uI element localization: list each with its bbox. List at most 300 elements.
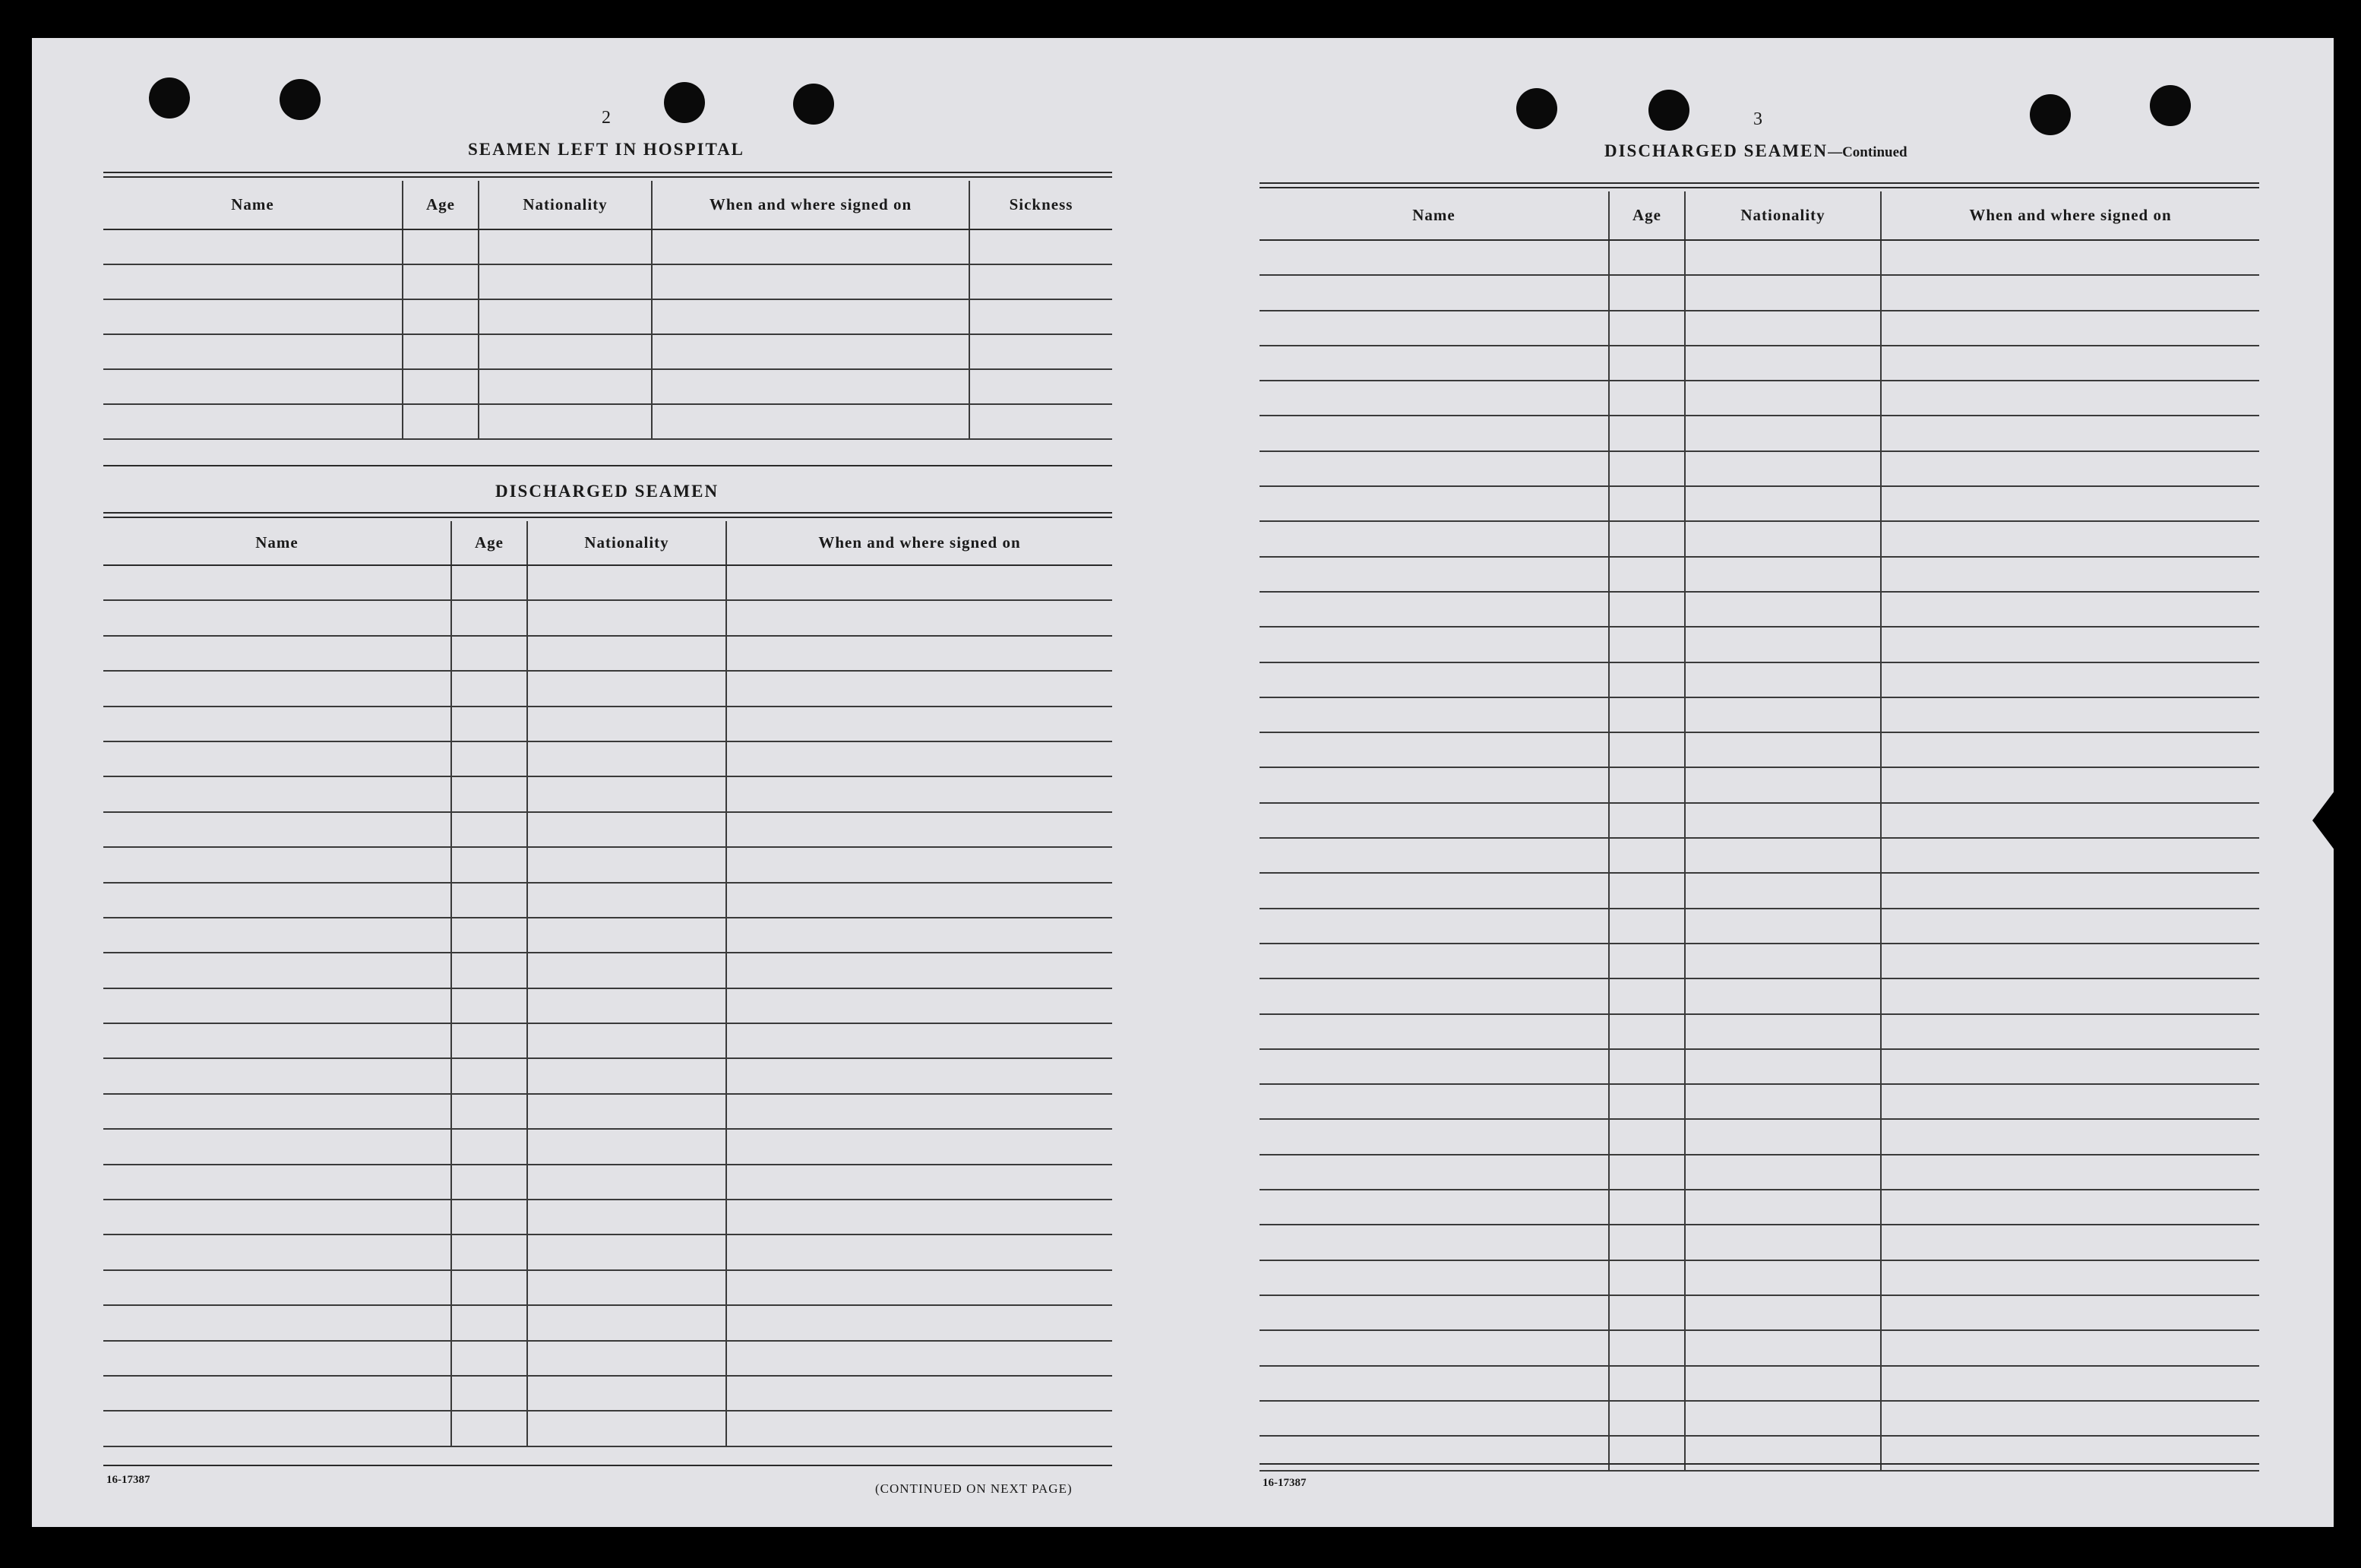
- blank-entry-cell[interactable]: [726, 1376, 1112, 1411]
- blank-entry-cell[interactable]: [451, 812, 527, 847]
- blank-entry-cell[interactable]: [1260, 803, 1609, 838]
- blank-entry-cell[interactable]: [1260, 1225, 1609, 1260]
- blank-entry-cell[interactable]: [451, 1341, 527, 1376]
- blank-entry-cell[interactable]: [1881, 486, 2259, 521]
- blank-entry-cell[interactable]: [103, 883, 451, 918]
- blank-entry-cell[interactable]: [103, 369, 403, 404]
- blank-entry-cell[interactable]: [451, 565, 527, 600]
- blank-entry-cell[interactable]: [1609, 732, 1685, 767]
- blank-entry-cell[interactable]: [1260, 944, 1609, 978]
- blank-entry-cell[interactable]: [1685, 416, 1881, 450]
- blank-entry-cell[interactable]: [103, 229, 403, 264]
- blank-entry-cell[interactable]: [1685, 1119, 1881, 1154]
- blank-entry-cell[interactable]: [1685, 767, 1881, 802]
- blank-entry-cell[interactable]: [451, 1058, 527, 1093]
- blank-entry-cell[interactable]: [103, 812, 451, 847]
- blank-entry-cell[interactable]: [1260, 592, 1609, 627]
- blank-entry-cell[interactable]: [1685, 732, 1881, 767]
- blank-entry-cell[interactable]: [1609, 803, 1685, 838]
- blank-entry-cell[interactable]: [1260, 275, 1609, 310]
- blank-entry-cell[interactable]: [451, 1270, 527, 1305]
- blank-entry-cell[interactable]: [479, 299, 652, 334]
- blank-entry-cell[interactable]: [726, 1305, 1112, 1340]
- blank-entry-cell[interactable]: [1685, 240, 1881, 275]
- blank-entry-cell[interactable]: [1609, 240, 1685, 275]
- blank-entry-cell[interactable]: [1609, 627, 1685, 662]
- blank-entry-cell[interactable]: [451, 707, 527, 741]
- blank-entry-cell[interactable]: [1685, 346, 1881, 381]
- blank-entry-cell[interactable]: [103, 565, 451, 600]
- blank-entry-cell[interactable]: [1609, 521, 1685, 556]
- blank-entry-cell[interactable]: [451, 1411, 527, 1446]
- blank-entry-cell[interactable]: [1685, 978, 1881, 1013]
- continued-note: (CONTINUED ON NEXT PAGE): [875, 1481, 1073, 1496]
- blank-entry-cell[interactable]: [1609, 1225, 1685, 1260]
- blank-entry-cell[interactable]: [1609, 451, 1685, 486]
- blank-entry-cell[interactable]: [1881, 732, 2259, 767]
- blank-entry-cell[interactable]: [1260, 416, 1609, 450]
- blank-entry-cell[interactable]: [1881, 978, 2259, 1013]
- blank-entry-cell[interactable]: [1609, 1049, 1685, 1084]
- blank-entry-cell[interactable]: [527, 776, 726, 811]
- blank-entry-cell[interactable]: [1260, 1436, 1609, 1471]
- blank-entry-cell[interactable]: [1260, 1119, 1609, 1154]
- blank-entry-cell[interactable]: [1881, 873, 2259, 908]
- blank-entry-cell[interactable]: [1881, 1225, 2259, 1260]
- blank-entry-cell[interactable]: [726, 1058, 1112, 1093]
- blank-entry-cell[interactable]: [1881, 416, 2259, 450]
- blank-entry-cell[interactable]: [1260, 1014, 1609, 1049]
- blank-entry-cell[interactable]: [1881, 557, 2259, 592]
- blank-entry-cell[interactable]: [969, 229, 1112, 264]
- blank-entry-cell[interactable]: [103, 918, 451, 953]
- blank-entry-cell[interactable]: [969, 369, 1112, 404]
- blank-entry-cell[interactable]: [527, 1305, 726, 1340]
- blank-entry-cell[interactable]: [1685, 486, 1881, 521]
- blank-entry-cell[interactable]: [1881, 592, 2259, 627]
- blank-entry-cell[interactable]: [103, 1376, 451, 1411]
- blank-entry-cell[interactable]: [1260, 1084, 1609, 1119]
- blank-entry-cell[interactable]: [451, 1023, 527, 1058]
- blank-entry-cell[interactable]: [1685, 1295, 1881, 1330]
- blank-entry-cell[interactable]: [1685, 1366, 1881, 1401]
- blank-entry-cell[interactable]: [1260, 1330, 1609, 1365]
- blank-entry-cell[interactable]: [1609, 1084, 1685, 1119]
- blank-entry-cell[interactable]: [726, 1341, 1112, 1376]
- blank-entry-cell[interactable]: [1881, 1260, 2259, 1295]
- blank-entry-cell[interactable]: [527, 988, 726, 1023]
- blank-entry-cell[interactable]: [1260, 627, 1609, 662]
- blank-entry-cell[interactable]: [1881, 275, 2259, 310]
- blank-entry-cell[interactable]: [403, 369, 479, 404]
- blank-entry-cell[interactable]: [1260, 1155, 1609, 1190]
- table-row: [103, 671, 1112, 706]
- blank-entry-cell[interactable]: [527, 812, 726, 847]
- blank-entry-cell[interactable]: [403, 334, 479, 369]
- blank-entry-cell[interactable]: [652, 404, 969, 439]
- blank-entry-cell[interactable]: [726, 600, 1112, 635]
- blank-entry-cell[interactable]: [479, 369, 652, 404]
- blank-entry-cell[interactable]: [451, 671, 527, 706]
- table-row: [1260, 1401, 2259, 1436]
- blank-entry-cell[interactable]: [1609, 311, 1685, 346]
- blank-entry-cell[interactable]: [527, 671, 726, 706]
- blank-entry-cell[interactable]: [103, 264, 403, 299]
- blank-entry-cell[interactable]: [1685, 627, 1881, 662]
- blank-entry-cell[interactable]: [1609, 1401, 1685, 1436]
- blank-entry-cell[interactable]: [1609, 1295, 1685, 1330]
- punch-hole: [1516, 88, 1557, 129]
- blank-entry-cell[interactable]: [451, 988, 527, 1023]
- blank-entry-cell[interactable]: [1881, 1366, 2259, 1401]
- blank-entry-cell[interactable]: [726, 671, 1112, 706]
- blank-entry-cell[interactable]: [1260, 346, 1609, 381]
- blank-entry-cell[interactable]: [726, 1165, 1112, 1200]
- blank-entry-cell[interactable]: [451, 1094, 527, 1129]
- blank-entry-cell[interactable]: [103, 1411, 451, 1446]
- sheet-edge-notch: [2312, 790, 2335, 851]
- blank-entry-cell[interactable]: [726, 707, 1112, 741]
- blank-entry-cell[interactable]: [1685, 521, 1881, 556]
- blank-entry-cell[interactable]: [726, 988, 1112, 1023]
- blank-entry-cell[interactable]: [1685, 381, 1881, 416]
- table-row: [103, 1129, 1112, 1164]
- col-header-signed-on: When and where signed on: [652, 181, 969, 229]
- table-row: [1260, 1295, 2259, 1330]
- punch-hole: [664, 82, 705, 123]
- blank-entry-cell[interactable]: [451, 918, 527, 953]
- blank-entry-cell[interactable]: [1881, 1084, 2259, 1119]
- blank-entry-cell[interactable]: [726, 883, 1112, 918]
- blank-entry-cell[interactable]: [652, 229, 969, 264]
- blank-entry-cell[interactable]: [479, 229, 652, 264]
- table-row: [1260, 1260, 2259, 1295]
- blank-entry-cell[interactable]: [527, 1200, 726, 1234]
- blank-entry-cell[interactable]: [451, 1305, 527, 1340]
- blank-entry-cell[interactable]: [103, 671, 451, 706]
- blank-entry-cell[interactable]: [1881, 1330, 2259, 1365]
- blank-entry-cell[interactable]: [1685, 592, 1881, 627]
- col-header-age: Age: [403, 181, 479, 229]
- blank-entry-cell[interactable]: [1260, 838, 1609, 873]
- blank-entry-cell[interactable]: [1260, 557, 1609, 592]
- blank-entry-cell[interactable]: [451, 1234, 527, 1269]
- blank-entry-cell[interactable]: [1881, 451, 2259, 486]
- blank-entry-cell[interactable]: [451, 1165, 527, 1200]
- blank-entry-cell[interactable]: [1260, 662, 1609, 697]
- blank-entry-cell[interactable]: [969, 334, 1112, 369]
- blank-entry-cell[interactable]: [1881, 838, 2259, 873]
- blank-entry-cell[interactable]: [1685, 1260, 1881, 1295]
- blank-entry-cell[interactable]: [1609, 1436, 1685, 1471]
- blank-entry-cell[interactable]: [451, 1376, 527, 1411]
- blank-entry-cell[interactable]: [726, 812, 1112, 847]
- blank-entry-cell[interactable]: [726, 1234, 1112, 1269]
- discharged-section-title: DISCHARGED SEAMEN: [495, 482, 719, 501]
- blank-entry-cell[interactable]: [1260, 1401, 1609, 1436]
- blank-entry-cell[interactable]: [969, 264, 1112, 299]
- blank-entry-cell[interactable]: [1609, 1260, 1685, 1295]
- table-row: [103, 847, 1112, 882]
- table-row: [103, 1411, 1112, 1446]
- blank-entry-cell[interactable]: [451, 636, 527, 671]
- blank-entry-cell[interactable]: [1609, 978, 1685, 1013]
- blank-entry-cell[interactable]: [1881, 1436, 2259, 1471]
- blank-entry-cell[interactable]: [1260, 873, 1609, 908]
- blank-entry-cell[interactable]: [1685, 1190, 1881, 1225]
- blank-entry-cell[interactable]: [1609, 1330, 1685, 1365]
- blank-entry-cell[interactable]: [1881, 803, 2259, 838]
- blank-entry-cell[interactable]: [1609, 346, 1685, 381]
- blank-entry-cell[interactable]: [451, 741, 527, 776]
- blank-entry-cell[interactable]: [1685, 451, 1881, 486]
- blank-entry-cell[interactable]: [726, 565, 1112, 600]
- blank-entry-cell[interactable]: [726, 741, 1112, 776]
- blank-entry-cell[interactable]: [527, 636, 726, 671]
- blank-entry-cell[interactable]: [527, 1270, 726, 1305]
- table-row: [103, 565, 1112, 600]
- blank-entry-cell[interactable]: [1609, 873, 1685, 908]
- blank-entry-cell[interactable]: [1260, 451, 1609, 486]
- blank-entry-cell[interactable]: [726, 1129, 1112, 1164]
- blank-entry-cell[interactable]: [527, 1234, 726, 1269]
- blank-entry-cell[interactable]: [1260, 909, 1609, 944]
- blank-entry-cell[interactable]: [726, 1094, 1112, 1129]
- table-row: [103, 1305, 1112, 1340]
- blank-entry-cell[interactable]: [527, 1411, 726, 1446]
- blank-entry-cell[interactable]: [652, 334, 969, 369]
- blank-entry-cell[interactable]: [1609, 1155, 1685, 1190]
- blank-entry-cell[interactable]: [103, 334, 403, 369]
- blank-entry-cell[interactable]: [1260, 521, 1609, 556]
- table-row: [1260, 486, 2259, 521]
- blank-entry-cell[interactable]: [103, 1165, 451, 1200]
- blank-entry-cell[interactable]: [1881, 909, 2259, 944]
- table-row: [103, 334, 1112, 369]
- blank-entry-cell[interactable]: [103, 1094, 451, 1129]
- blank-entry-cell[interactable]: [103, 1023, 451, 1058]
- blank-entry-cell[interactable]: [1260, 767, 1609, 802]
- discharged-continued-rows: [1260, 240, 2259, 1471]
- blank-entry-cell[interactable]: [1881, 662, 2259, 697]
- table-row: [103, 883, 1112, 918]
- blank-entry-cell[interactable]: [103, 847, 451, 882]
- blank-entry-cell[interactable]: [103, 988, 451, 1023]
- blank-entry-cell[interactable]: [403, 299, 479, 334]
- blank-entry-cell[interactable]: [479, 334, 652, 369]
- blank-entry-cell[interactable]: [969, 299, 1112, 334]
- blank-entry-cell[interactable]: [103, 636, 451, 671]
- blank-entry-cell[interactable]: [1609, 662, 1685, 697]
- blank-entry-cell[interactable]: [527, 1023, 726, 1058]
- blank-entry-cell[interactable]: [1685, 1330, 1881, 1365]
- blank-entry-cell[interactable]: [1685, 873, 1881, 908]
- blank-entry-cell[interactable]: [1881, 697, 2259, 732]
- blank-entry-cell[interactable]: [527, 847, 726, 882]
- blank-entry-cell[interactable]: [1881, 1190, 2259, 1225]
- blank-entry-cell[interactable]: [1881, 1155, 2259, 1190]
- blank-entry-cell[interactable]: [1260, 1366, 1609, 1401]
- blank-entry-cell[interactable]: [1685, 662, 1881, 697]
- blank-entry-cell[interactable]: [403, 264, 479, 299]
- blank-entry-cell[interactable]: [1881, 767, 2259, 802]
- blank-entry-cell[interactable]: [1685, 1401, 1881, 1436]
- blank-entry-cell[interactable]: [1260, 311, 1609, 346]
- blank-entry-cell[interactable]: [451, 776, 527, 811]
- blank-entry-cell[interactable]: [1609, 909, 1685, 944]
- blank-entry-cell[interactable]: [527, 1094, 726, 1129]
- blank-entry-cell[interactable]: [451, 953, 527, 988]
- blank-entry-cell[interactable]: [103, 600, 451, 635]
- blank-entry-cell[interactable]: [103, 1270, 451, 1305]
- blank-entry-cell[interactable]: [451, 883, 527, 918]
- blank-entry-cell[interactable]: [451, 600, 527, 635]
- blank-entry-cell[interactable]: [1609, 1119, 1685, 1154]
- blank-entry-cell[interactable]: [1609, 697, 1685, 732]
- blank-entry-cell[interactable]: [726, 918, 1112, 953]
- blank-entry-cell[interactable]: [1609, 486, 1685, 521]
- hospital-section-title: SEAMEN LEFT IN HOSPITAL: [468, 140, 745, 159]
- blank-entry-cell[interactable]: [1685, 909, 1881, 944]
- blank-entry-cell[interactable]: [1881, 1049, 2259, 1084]
- blank-entry-cell[interactable]: [1609, 416, 1685, 450]
- blank-entry-cell[interactable]: [1685, 557, 1881, 592]
- blank-entry-cell[interactable]: [103, 1200, 451, 1234]
- blank-entry-cell[interactable]: [527, 918, 726, 953]
- blank-entry-cell[interactable]: [1685, 803, 1881, 838]
- blank-entry-cell[interactable]: [1260, 381, 1609, 416]
- blank-entry-cell[interactable]: [1685, 838, 1881, 873]
- blank-entry-cell[interactable]: [103, 1058, 451, 1093]
- blank-entry-cell[interactable]: [726, 1023, 1112, 1058]
- blank-entry-cell[interactable]: [726, 847, 1112, 882]
- blank-entry-cell[interactable]: [527, 883, 726, 918]
- blank-entry-cell[interactable]: [527, 1058, 726, 1093]
- blank-entry-cell[interactable]: [1881, 1119, 2259, 1154]
- blank-entry-cell[interactable]: [726, 953, 1112, 988]
- blank-entry-cell[interactable]: [1685, 944, 1881, 978]
- blank-entry-cell[interactable]: [1685, 697, 1881, 732]
- table-row: [1260, 1190, 2259, 1225]
- table-row: [1260, 978, 2259, 1013]
- blank-entry-cell[interactable]: [1260, 1295, 1609, 1330]
- table-row: [1260, 838, 2259, 873]
- table-row: [103, 812, 1112, 847]
- blank-entry-cell[interactable]: [527, 707, 726, 741]
- blank-entry-cell[interactable]: [1609, 767, 1685, 802]
- blank-entry-cell[interactable]: [103, 1129, 451, 1164]
- blank-entry-cell[interactable]: [479, 264, 652, 299]
- blank-entry-cell[interactable]: [403, 229, 479, 264]
- blank-entry-cell[interactable]: [726, 1411, 1112, 1446]
- blank-entry-cell[interactable]: [1260, 1049, 1609, 1084]
- blank-entry-cell[interactable]: [1881, 1014, 2259, 1049]
- table-row: [103, 741, 1112, 776]
- table-row: [103, 1058, 1112, 1093]
- blank-entry-cell[interactable]: [1260, 1260, 1609, 1295]
- blank-entry-cell[interactable]: [1685, 1225, 1881, 1260]
- blank-entry-cell[interactable]: [527, 600, 726, 635]
- blank-entry-cell[interactable]: [451, 847, 527, 882]
- blank-entry-cell[interactable]: [1685, 1436, 1881, 1471]
- blank-entry-cell[interactable]: [103, 776, 451, 811]
- blank-entry-cell[interactable]: [1609, 1190, 1685, 1225]
- blank-entry-cell[interactable]: [527, 1341, 726, 1376]
- blank-entry-cell[interactable]: [1881, 240, 2259, 275]
- blank-entry-cell[interactable]: [969, 404, 1112, 439]
- blank-entry-cell[interactable]: [1685, 1049, 1881, 1084]
- table-row: [1260, 521, 2259, 556]
- blank-entry-cell[interactable]: [1260, 697, 1609, 732]
- blank-entry-cell[interactable]: [1685, 311, 1881, 346]
- blank-entry-cell[interactable]: [527, 953, 726, 988]
- table-row: [103, 988, 1112, 1023]
- blank-entry-cell[interactable]: [1685, 275, 1881, 310]
- blank-entry-cell[interactable]: [1609, 557, 1685, 592]
- blank-entry-cell[interactable]: [1260, 978, 1609, 1013]
- blank-entry-cell[interactable]: [451, 1200, 527, 1234]
- blank-entry-cell[interactable]: [103, 707, 451, 741]
- blank-entry-cell[interactable]: [527, 741, 726, 776]
- blank-entry-cell[interactable]: [451, 1129, 527, 1164]
- blank-entry-cell[interactable]: [103, 1341, 451, 1376]
- blank-entry-cell[interactable]: [1881, 944, 2259, 978]
- blank-entry-cell[interactable]: [726, 776, 1112, 811]
- blank-entry-cell[interactable]: [1609, 944, 1685, 978]
- blank-entry-cell[interactable]: [652, 369, 969, 404]
- blank-entry-cell[interactable]: [103, 1234, 451, 1269]
- blank-entry-cell[interactable]: [1881, 627, 2259, 662]
- blank-entry-cell[interactable]: [1609, 381, 1685, 416]
- blank-entry-cell[interactable]: [1881, 1401, 2259, 1436]
- blank-entry-cell[interactable]: [1609, 592, 1685, 627]
- blank-entry-cell[interactable]: [103, 404, 403, 439]
- blank-entry-cell[interactable]: [1881, 381, 2259, 416]
- blank-entry-cell[interactable]: [527, 1376, 726, 1411]
- blank-entry-cell[interactable]: [1609, 275, 1685, 310]
- blank-entry-cell[interactable]: [103, 741, 451, 776]
- blank-entry-cell[interactable]: [1260, 486, 1609, 521]
- blank-entry-cell[interactable]: [1685, 1155, 1881, 1190]
- blank-entry-cell[interactable]: [103, 953, 451, 988]
- blank-entry-cell[interactable]: [1260, 1190, 1609, 1225]
- blank-entry-cell[interactable]: [652, 299, 969, 334]
- blank-entry-cell[interactable]: [1685, 1084, 1881, 1119]
- table-row: [103, 404, 1112, 439]
- blank-entry-cell[interactable]: [726, 1270, 1112, 1305]
- blank-entry-cell[interactable]: [1609, 838, 1685, 873]
- blank-entry-cell[interactable]: [1881, 521, 2259, 556]
- blank-entry-cell[interactable]: [652, 264, 969, 299]
- blank-entry-cell[interactable]: [1881, 346, 2259, 381]
- blank-entry-cell[interactable]: [1260, 732, 1609, 767]
- blank-entry-cell[interactable]: [1685, 1014, 1881, 1049]
- blank-entry-cell[interactable]: [1881, 1295, 2259, 1330]
- blank-entry-cell[interactable]: [527, 565, 726, 600]
- blank-entry-cell[interactable]: [527, 1129, 726, 1164]
- blank-entry-cell[interactable]: [1881, 311, 2259, 346]
- blank-entry-cell[interactable]: [1609, 1366, 1685, 1401]
- blank-entry-cell[interactable]: [103, 299, 403, 334]
- blank-entry-cell[interactable]: [1609, 1014, 1685, 1049]
- blank-entry-cell[interactable]: [1260, 240, 1609, 275]
- blank-entry-cell[interactable]: [527, 1165, 726, 1200]
- blank-entry-cell[interactable]: [479, 404, 652, 439]
- blank-entry-cell[interactable]: [726, 1200, 1112, 1234]
- blank-entry-cell[interactable]: [103, 1305, 451, 1340]
- blank-entry-cell[interactable]: [726, 636, 1112, 671]
- blank-entry-cell[interactable]: [403, 404, 479, 439]
